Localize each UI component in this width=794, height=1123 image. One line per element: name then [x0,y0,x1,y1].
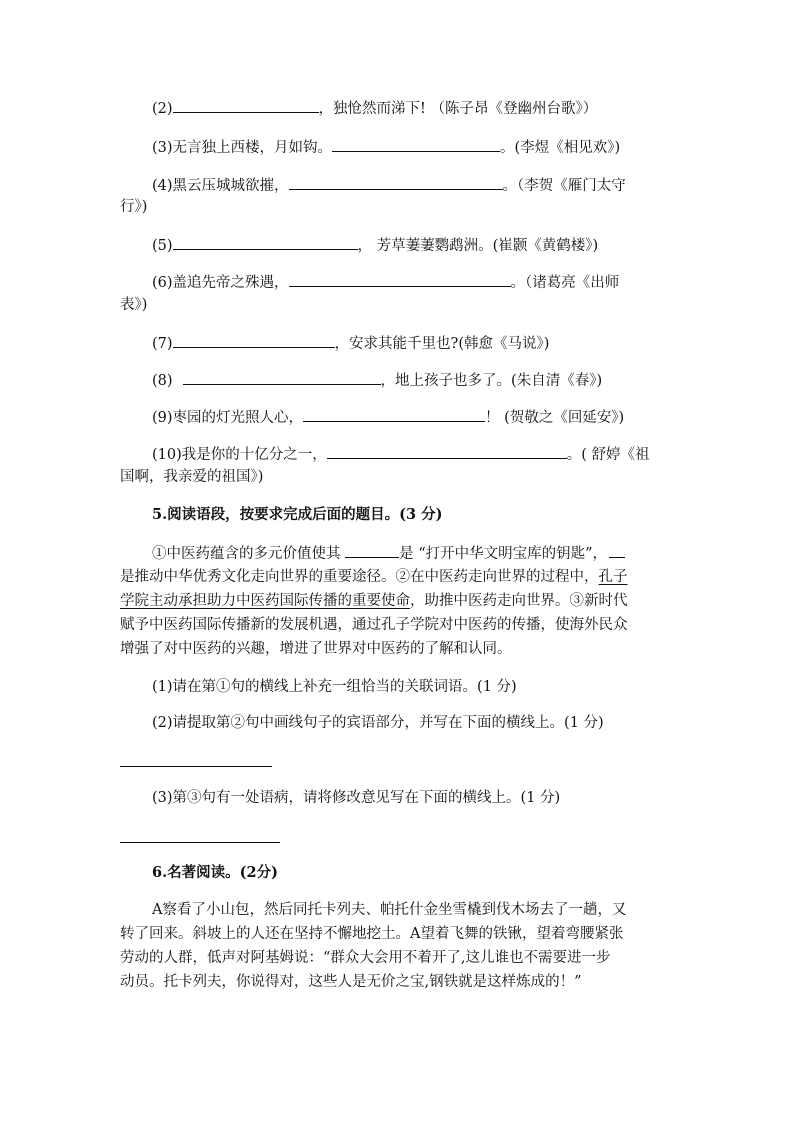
item-7 [152,331,549,355]
item-6-continuation: 表》) [120,297,148,313]
item-8 [152,368,602,392]
item-text: (6)盖追先帝之殊遇， [152,275,289,291]
q6-passage-line-1: A察看了小山包，然后同托卡列夫、帕托什金坐雪橇到伐木场去了一趟，又 [152,902,627,918]
answer-line[interactable] [120,842,280,843]
q5-passage-line-2 [120,566,628,588]
item-number: (2) [152,101,173,117]
passage-text: ①中医药蕴含的多元价值使其 [152,546,346,562]
item-3 [152,135,620,159]
item-text: 。( 舒婷《祖 [566,447,650,463]
item-2 [152,96,597,120]
answer-blank[interactable] [289,173,503,190]
item-4-continuation: 行》) [120,199,148,215]
item-text: ， 芳草萋萋鹦鹉洲。(崔颢《黄鹤楼》) [357,238,599,254]
item-number: (7) [152,336,173,352]
item-text: (9)枣园的灯光照人心， [152,410,304,426]
q5-passage-line-1 [152,541,625,565]
item-number: (5) [152,238,173,254]
answer-blank[interactable] [609,541,625,558]
answer-blank[interactable] [173,331,335,348]
q6-heading: 6.名著阅读。(2分) [152,864,278,881]
answer-blank[interactable] [345,541,399,558]
q6-passage-line-3: 劳动的人群，低声对阿基姆说：“群众大会用不着开了,这儿谁也不需要进一步 [120,950,611,966]
answer-blank[interactable] [327,442,567,459]
q5-subquestion-1: (1)请在第①句的横线上补充一组恰当的关联词语。(1 分) [152,679,517,695]
item-text: (4)黑云压城城欲摧， [152,178,289,194]
item-4 [152,173,626,197]
item-number: (8) [152,373,173,389]
answer-blank[interactable] [183,368,381,385]
q6-passage-line-4: 动员。托卡列夫，你说得对，这些人是无价之宝,钢铁就是这样炼成的！” [120,974,582,990]
item-text: ，地上孩子也多了。(朱自清《春》) [380,373,603,389]
passage-text: 是推动中华优秀文化走向世界的重要途径。②在中医药走向世界的过程中， [120,569,599,585]
item-6 [152,270,619,294]
item-10-continuation: 国啊，我亲爱的祖国》) [120,469,264,485]
q5-subquestion-2: (2)请提取第②句中画线句子的宾语部分，并写在下面的横线上。(1 分) [152,715,604,731]
item-text: ，安求其能千里也?(韩愈《马说》) [334,336,550,352]
item-text: 。（李贺《雁门太守 [502,178,626,194]
underlined-sentence: 学院主动承担助力中医药国际传播的重要使命 [120,593,410,609]
q5-passage-line-4: 赋予中医药国际传播新的发展机遇，通过孔子学院对中医药的传播，使海外民众 [120,617,628,633]
item-9 [152,405,624,429]
answer-blank[interactable] [173,233,358,250]
underlined-sentence: 孔子 [598,569,628,585]
answer-blank[interactable] [173,96,319,113]
item-10 [152,442,650,466]
item-text: (3)无言独上西楼，月如钩。 [152,140,333,156]
q5-passage-line-5: 增强了对中医药的兴趣，增进了世界对中医药的了解和认同。 [120,641,512,657]
q5-heading: 5.阅读语段，按要求完成后面的题目。(3 分) [152,506,443,523]
q6-passage-line-2: 转了回来。斜坡上的人还在坚持不懈地挖土。A望着飞舞的铁锹，望着弯腰紧张 [120,926,624,942]
q5-subquestion-3: (3)第③句有一处语病，请将修改意见写在下面的横线上。(1 分) [152,790,561,806]
q5-passage-line-3 [120,590,628,612]
item-text: ！ (贺敬之《回延安》) [485,410,625,426]
answer-blank[interactable] [303,405,485,422]
item-text: 。（诸葛亮《出师 [510,275,620,291]
passage-text: 是 “打开中华文明宝库的钥匙”， [399,546,608,562]
item-text: ，独怆然而涕下! （陈子昂《登幽州台歌》） [318,101,598,117]
passage-text: ，助推中医药走向世界。③新时代 [410,593,628,609]
item-text: (10)我是你的十亿分之一， [152,447,327,463]
answer-blank[interactable] [289,270,511,287]
item-5 [152,233,598,257]
answer-line[interactable] [120,766,272,767]
item-text: 。(李煜《相见欢》) [500,140,621,156]
answer-blank[interactable] [332,135,500,152]
